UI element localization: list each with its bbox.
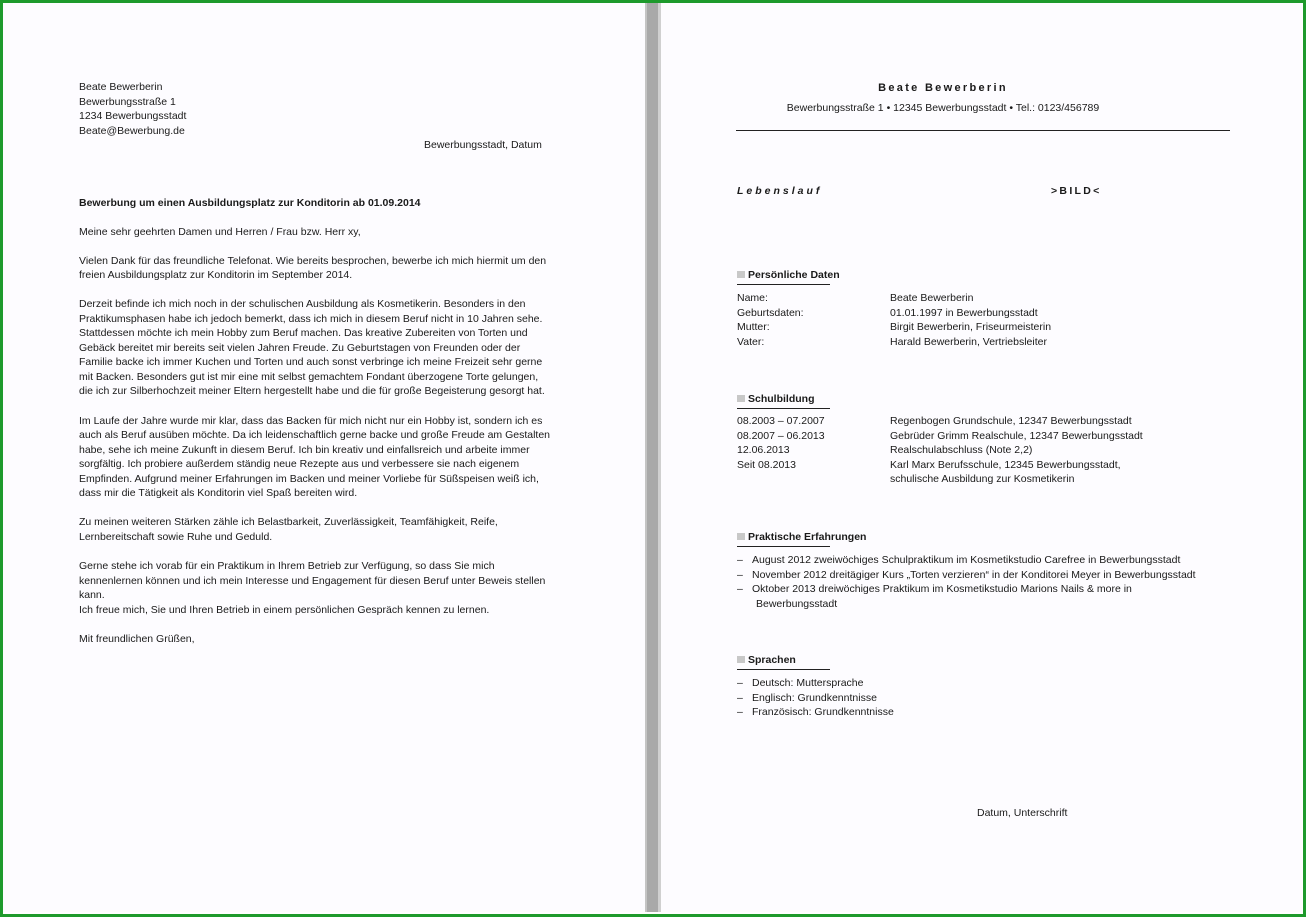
school-entry: Gebrüder Grimm Realschule, 12347 Bewerbungsstadt	[890, 429, 1143, 442]
experience-item: August 2012 zweiwöchiges Schulpraktikum im Kosmetikstudio Carefree in Bewerbungsstadt	[752, 554, 1181, 566]
language-item: Deutsch: Muttersprache	[752, 677, 864, 689]
personal-value: Harald Bewerberin, Vertriebsleiter	[890, 335, 1047, 348]
section-marker	[737, 395, 745, 402]
letter-closing: Mit freundlichen Grüßen,	[79, 633, 195, 645]
school-date: 08.2003 – 07.2007	[737, 415, 825, 427]
section-marker	[737, 533, 745, 540]
photo-placeholder: >BILD<	[1051, 185, 1102, 197]
cv-title: Lebenslauf	[737, 185, 823, 197]
sender-street: Bewerbungsstraße 1	[79, 95, 176, 108]
language-item: Französisch: Grundkenntnisse	[752, 706, 894, 718]
list-bullet: –	[737, 706, 743, 718]
paragraph-internship: Gerne stehe ich vorab für ein Praktikum in Ihrem Betrieb zur Verfügung, so dass Sie mich kennenlernen können und ich mein Interesse und Engagement für diesen Beruf unter Beweis stellen kann. Ich freue mich, Sie und Ihren Betrieb in einem persönlichen Gespräch kennen zu lernen.	[79, 560, 546, 616]
section-underline	[737, 284, 830, 285]
cv-contact-line: Bewerbungsstraße 1 • 12345 Bewerbungsstadt • Tel.: 0123/456789	[786, 102, 1100, 114]
letter-subject: Bewerbung um einen Ausbildungsplatz zur Konditorin ab 01.09.2014	[79, 197, 421, 209]
section-underline	[737, 669, 830, 670]
sender-name: Beate Bewerberin	[79, 81, 163, 93]
section-personal-heading: Persönliche Daten	[737, 269, 840, 281]
list-bullet: –	[737, 691, 743, 704]
experience-item: Oktober 2013 dreiwöchiges Praktikum im Kosmetikstudio Marions Nails & more in	[752, 583, 1132, 595]
list-bullet: –	[737, 677, 743, 689]
language-item: Englisch: Grundkenntnisse	[752, 691, 877, 704]
paragraph-strengths: Zu meinen weiteren Stärken zähle ich Belastbarkeit, Zuverlässigkeit, Teamfähigkeit, Reife, Lernbereitschaft sowie Ruhe und Geduld.	[79, 516, 498, 543]
letter-page	[3, 3, 645, 912]
school-date: Seit 08.2013	[737, 458, 796, 471]
school-date: 08.2007 – 06.2013	[737, 429, 825, 442]
cv-page	[661, 3, 1302, 912]
page-gutter	[645, 3, 661, 912]
paragraph-thanks: Vielen Dank für das freundliche Telefonat. Wie bereits besprochen, bewerbe ich mich hiermit um den freien Ausbildungsplatz zur Konditorin im September 2014.	[79, 254, 547, 281]
school-entry: Karl Marx Berufsschule, 12345 Bewerbungsstadt,	[890, 458, 1121, 471]
section-marker	[737, 271, 745, 278]
personal-value: 01.01.1997 in Bewerbungsstadt	[890, 306, 1038, 319]
list-bullet: –	[737, 583, 743, 595]
section-underline	[737, 546, 830, 547]
section-underline	[737, 408, 830, 409]
personal-label: Mutter:	[737, 321, 770, 333]
school-date: 12.06.2013	[737, 444, 790, 456]
personal-label: Geburtsdaten:	[737, 306, 804, 319]
section-languages-heading: Sprachen	[737, 654, 796, 666]
signature-line: Datum, Unterschrift	[977, 807, 1068, 819]
personal-label: Name:	[737, 292, 768, 304]
sender-email: Beate@Bewerbung.de	[79, 124, 185, 137]
personal-value: Birgit Bewerberin, Friseurmeisterin	[890, 321, 1052, 333]
personal-value: Beate Bewerberin	[890, 292, 974, 304]
school-entry: Regenbogen Grundschule, 12347 Bewerbungsstadt	[890, 415, 1132, 427]
header-rule	[736, 130, 1230, 131]
list-bullet: –	[737, 554, 743, 566]
paragraph-motivation: Im Laufe der Jahre wurde mir klar, dass das Backen für mich nicht nur ein Hobby ist, sondern ich es auch als Beruf ausüben möchte. Da ich leidenschaftlich gerne backe und große Freude am Gestalten habe, sehe ich meine Zukunft in diesem Beruf. Ich bin kreativ und einfallsreich und arbeite immer sorgfältig. Ich probiere außerdem ständig neue Rezepte aus und verbessere sie nach eigenem Empfinden. Aufgrund meiner Erfahrungen im Backen und meiner Vorliebe für Süßspeisen weiß ich, dass mir die Tätigkeit als Konditorin viel Spaß bereiten wird.	[79, 414, 551, 499]
section-experience-heading: Praktische Erfahrungen	[737, 531, 866, 543]
school-entry: schulische Ausbildung zur Kosmetikerin	[890, 473, 1075, 485]
list-bullet: –	[737, 568, 743, 581]
cv-name: Beate Bewerberin	[878, 82, 1008, 94]
personal-label: Vater:	[737, 335, 765, 348]
sender-city: 1234 Bewerbungsstadt	[79, 110, 187, 122]
school-entry: Realschulabschluss (Note 2,2)	[890, 444, 1033, 456]
letter-salutation: Meine sehr geehrten Damen und Herren / Frau bzw. Herr xy,	[79, 226, 361, 238]
place-date: Bewerbungsstadt, Datum	[424, 139, 542, 151]
section-school-heading: Schulbildung	[737, 393, 815, 405]
paragraph-background: Derzeit befinde ich mich noch in der schulischen Ausbildung als Kosmetikerin. Besonders in den Praktikumsphasen habe ich jedoch bemerkt, dass ich mich in diesem Beruf nicht in 10 Jahren sehe. Stattdessen möchte ich mein Hobby zum Beruf machen. Das kreative Zubereiten von Torten und Gebäck bereitet mir bereits seit vielen Jahren Freude. Zu Geburtstagen von Freunden oder der Familie backe ich immer Kuchen und Torten und auch sonst verbringe ich meine Freizeit sehr gerne mit Backen. Besonders gut ist mir eine mit selbst gemachtem Fondant überzogene Torte gelungen, die ich zur Silberhochzeit meiner Eltern hergestellt habe und die für große Begeisterung gesorgt hat.	[79, 298, 545, 397]
experience-item: November 2012 dreitägiger Kurs „Torten verzieren“ in der Konditorei Meyer in Bewerbungsstadt	[752, 568, 1196, 581]
section-marker	[737, 656, 745, 663]
experience-item-continuation: Bewerbungsstadt	[756, 597, 838, 610]
